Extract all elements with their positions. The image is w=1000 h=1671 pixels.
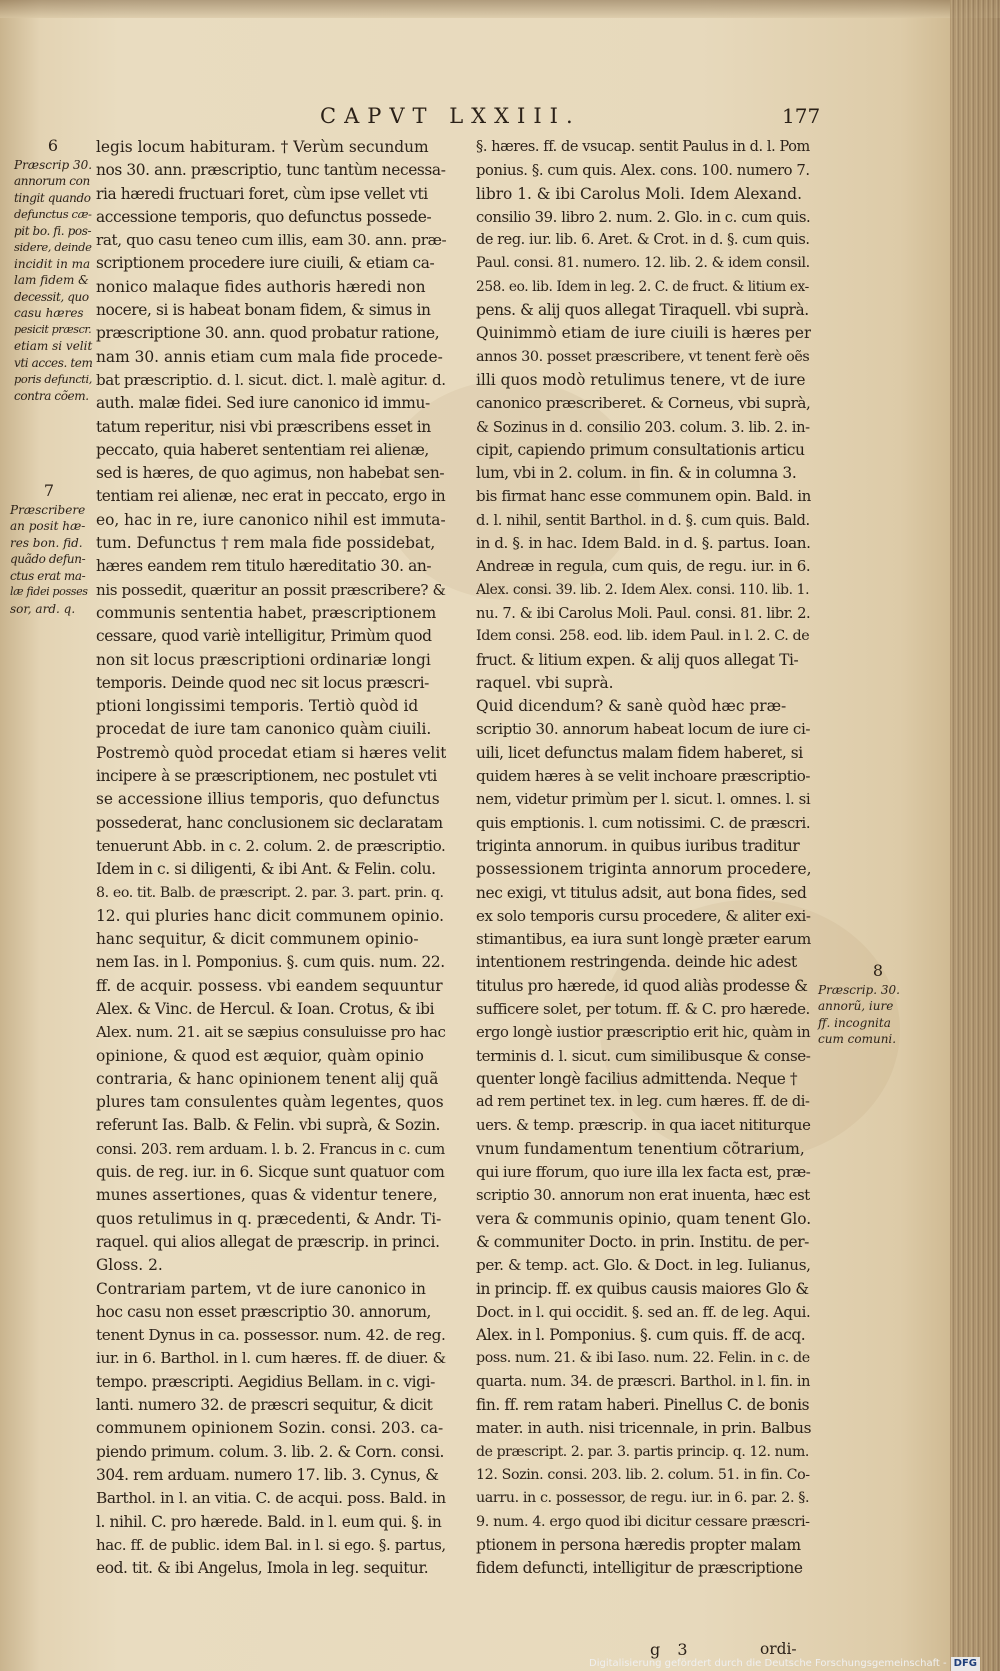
text-line: illi quos modò retulimus tenere, vt de iure	[476, 370, 806, 389]
text-line: communis sententia habet, præscriptionem	[96, 603, 437, 622]
text-line: decessit, quo	[14, 289, 89, 304]
signature-mark: g 3	[650, 1640, 694, 1659]
text-line: in d. §. in hac. Idem Bald. in d. §. partus. Ioan.	[476, 534, 811, 553]
text-line: & communiter Docto. in prin. Institu. de per-	[476, 1232, 809, 1251]
text-line: Barthol. in l. an vitia. C. de acqui. poss. Bald. in	[96, 1489, 446, 1508]
text-line: læ fidei posses	[10, 585, 88, 598]
text-line: Idem in c. si diligenti, & ibi Ant. & Felin. colu.	[96, 860, 436, 879]
text-line: ff. de acquir. possess. vbi eandem sequuntur	[96, 976, 443, 995]
text-line: scriptio 30. annorum habeat locum de iure ci-	[476, 720, 811, 739]
text-line: Andreæ in regula, cum quis, de regu. iur. in 6.	[476, 557, 811, 576]
text-line: incidit in ma	[14, 256, 91, 271]
text-line: consi. 203. rem arduam. l. b. 2. Francus in c. cum	[96, 1140, 445, 1158]
text-line: ff. incognita	[818, 1015, 891, 1030]
text-line: Præscrip 30.	[14, 157, 93, 172]
text-line: tenent Dynus in ca. possessor. num. 42. de reg.	[96, 1326, 446, 1345]
text-line: scriptio 30. annorum non erat inuenta, hæc est	[476, 1187, 810, 1205]
text-line: libro 1. & ibi Carolus Moli. Idem Alexand.	[476, 184, 803, 203]
text-line: terminis d. l. sicut. cum similibusque & conse-	[476, 1046, 811, 1065]
text-line: tum. Defunctus † rem mala fide possidebat,	[96, 534, 436, 553]
text-line: titulus pro hærede, id quod aliàs prodesse &	[476, 976, 808, 995]
text-line: possessionem triginta annorum procedere,	[476, 860, 811, 879]
text-line: Quid dicendum? & sanè quòd hæc præ-	[476, 697, 787, 716]
text-line: sidere, deinde	[14, 240, 92, 254]
text-line: Alex. consi. 39. lib. 2. Idem Alex. consi. 110. lib. 1.	[476, 581, 810, 598]
text-line: Doct. in l. qui occidit. §. sed an. ff. de leg. Aqui.	[476, 1303, 811, 1321]
text-line: Quinimmò etiam de iure ciuili is hæres per	[476, 324, 811, 343]
text-line: nec exigi, vt titulus adsit, aut bona fides, sed	[476, 883, 807, 902]
text-line: contraria, & hanc opinionem tenent alij quã	[96, 1069, 439, 1088]
text-line: pens. & alij quos allegat Tiraquell. vbi suprà.	[476, 301, 809, 320]
text-line: plures tam consulentes quàm legentes, quos	[96, 1093, 444, 1112]
text-line: nu. 7. & ibi Carolus Moli. Paul. consi. 81. libr. 2.	[476, 604, 811, 622]
text-line: bis firmat hanc esse communem opin. Bald. in	[476, 487, 811, 506]
text-line: quenter longè facilius admittenda. Neque †	[476, 1069, 798, 1088]
right-text-column	[476, 136, 811, 1580]
text-line: Idem consi. 258. eod. lib. idem Paul. in l. 2. C. de	[476, 628, 810, 645]
text-line: annorũ, iure	[818, 999, 894, 1013]
text-line: auth. malæ fidei. Sed iure canonico id immu-	[96, 394, 430, 413]
text-line: præscriptione 30. ann. quod probatur ratione,	[96, 324, 440, 343]
text-line: d. l. nihil, sentit Barthol. in d. §. cum quis. Bald.	[476, 511, 810, 529]
text-line: Contrariam partem, vt de iure canonico in	[96, 1279, 426, 1298]
text-line: eo, hac in re, iure canonico nihil est immuta-	[96, 510, 446, 529]
text-line: lum, vbi in 2. colum. in fin. & in columna 3.	[476, 464, 797, 483]
text-line: ctus erat ma-	[10, 568, 86, 583]
text-line: ria hæredi fructuari foret, cùm ipse vellet vti	[96, 184, 428, 203]
text-line: 12. qui pluries hanc dicit communem opinio.	[96, 906, 444, 925]
text-line: & Sozinus in d. consilio 203. colum. 3. lib. 2. in-	[476, 418, 810, 436]
text-line: annorum con	[14, 174, 90, 188]
text-line: ptioni longissimi temporis. Tertiò quòd id	[96, 697, 419, 716]
text-line: uarru. in c. possessor, de regu. iur. in 6. par. 2. §.	[476, 1490, 810, 1507]
text-line: 12. Sozin. consi. 203. lib. 2. colum. 51. in fin. Co-	[476, 1466, 810, 1483]
text-line: res bon. fid.	[10, 535, 83, 550]
text-line: §. hæres. ff. de vsucap. sentit Paulus in d. l. Pom	[476, 139, 810, 155]
text-line: de reg. iur. lib. 6. Aret. & Crot. in d. §. cum quis.	[476, 232, 810, 249]
text-line: quos retulimus in q. præcedenti, & Andr. Ti-	[96, 1209, 442, 1228]
margin-note-number: 6	[47, 136, 59, 155]
text-line: l. nihil. C. pro hærede. Bald. in l. eum qui. §. in	[96, 1512, 442, 1531]
text-line: incipere à se præscriptionem, nec postulet vti	[96, 767, 437, 786]
margin-note-number: 8	[872, 961, 884, 980]
text-line: tentiam rei alienæ, nec erat in peccato, ergo in	[96, 487, 446, 506]
text-line: tatum reperitur, nisi vbi præscribens esset in	[96, 417, 431, 436]
text-line: 258. eo. lib. Idem in leg. 2. C. de fruct. & litium ex-	[476, 278, 809, 295]
margin-note-number: 7	[43, 481, 55, 500]
text-line: 9. num. 4. ergo quod ibi dicitur cessare præscri-	[476, 1513, 810, 1530]
margin-note-7	[10, 483, 88, 617]
text-line: opinione, & quod est æquior, quàm opinio	[96, 1046, 424, 1065]
text-line: in princip. ff. ex quibus causis maiores Glo &	[476, 1279, 809, 1298]
text-line: etiam si velit	[14, 339, 93, 353]
text-line: hoc casu non esset præscriptio 30. annorum,	[96, 1302, 432, 1321]
text-line: scriptionem procedere iure ciuili, & etiam ca-	[96, 254, 435, 273]
text-line: vera & communis opinio, quam tenent Glo.	[476, 1209, 811, 1228]
text-line: Gloss. 2.	[96, 1256, 163, 1275]
text-line: nam 30. annis etiam cum mala fide procede-	[96, 347, 443, 366]
text-line: 304. rem arduam. numero 17. lib. 3. Cynus, &	[96, 1465, 439, 1484]
catchword: ordi-	[760, 1640, 797, 1658]
text-line: hæres eandem rem titulo hæreditatio 30. an-	[96, 557, 432, 576]
text-line: qui iure fforum, quo iure illa lex facta est, præ-	[476, 1164, 811, 1182]
text-line: Præscrip. 30.	[818, 982, 900, 997]
text-line: hanc sequitur, & dicit communem opinio-	[96, 930, 419, 949]
text-line: se accessione illius temporis, quo defunctus	[96, 790, 440, 809]
text-line: lam fidem &	[14, 273, 89, 287]
text-line: ex solo temporis cursu procedere, & aliter exi-	[476, 906, 811, 925]
page-number: 177	[782, 104, 821, 128]
footer-credit-text: Digitalisierung gefördert durch die Deutsche Forschungsgemeinschaft -	[589, 1658, 947, 1669]
text-line: Alex. in l. Pomponius. §. cum quis. ff. de acq.	[476, 1326, 806, 1345]
text-line: peccato, quia haberet sententiam rei alienæ,	[96, 440, 429, 459]
text-line: ptionem in persona hæredis propter malam	[476, 1535, 801, 1554]
text-line: sed is hæres, de quo agimus, non habebat sen-	[96, 464, 445, 483]
running-head: CAPVT LXXIII.	[320, 104, 581, 128]
text-line: tingit quando	[14, 190, 91, 205]
text-line: 8. eo. tit. Balb. de præscript. 2. par. 3. part. prin. q.	[96, 884, 444, 901]
text-line: fin. ff. rem ratam haberi. Pinellus C. de bonis	[476, 1396, 810, 1415]
left-text-column	[96, 136, 446, 1580]
text-line: cum comuni.	[818, 1032, 897, 1046]
text-line: tempo. præscripti. Aegidius Bellam. in c. vigi-	[96, 1372, 435, 1391]
text-line: legis locum habituram. † Verùm secundum	[96, 138, 429, 156]
text-line: Præscribere	[10, 502, 86, 517]
text-line: piendo primum. colum. 3. lib. 2. & Corn. consi.	[96, 1442, 444, 1461]
digitization-footer	[0, 1657, 1000, 1671]
text-line: stimantibus, ea iura sunt longè præter earum	[476, 930, 811, 949]
text-line: vti acces. tem	[14, 355, 93, 370]
text-line: nos 30. ann. præscriptio, tunc tantùm necessa-	[96, 161, 446, 180]
text-line: cessare, quod variè intelligitur, Primùm quod	[96, 627, 432, 646]
text-line: Alex. num. 21. ait se sæpius consuluisse pro hac	[96, 1023, 446, 1042]
text-line: uers. & temp. præscrip. in qua iacet nititurque	[476, 1117, 811, 1135]
text-line: Paul. consi. 81. numero. 12. lib. 2. & idem consil.	[476, 255, 810, 272]
text-line: vnum fundamentum tenentium cõtrarium,	[476, 1139, 805, 1158]
text-line: ponius. §. cum quis. Alex. cons. 100. numero 7.	[476, 162, 810, 180]
text-line: quãdo defun-	[10, 552, 86, 566]
text-line: tenuerunt Abb. in c. 2. colum. 2. de præscriptio.	[96, 836, 446, 855]
text-line: Postremò quòd procedat etiam si hæres velit	[96, 743, 446, 762]
text-line: uili, licet defunctus malam fidem haberet, si	[476, 743, 803, 762]
text-line: raquel. vbi suprà.	[476, 673, 614, 692]
text-line: consilio 39. libro 2. num. 2. Glo. in c. cum quis.	[476, 208, 811, 226]
dfg-logo: DFG	[951, 1657, 980, 1671]
text-line: annos 30. posset præscribere, vt tenent ferè oẽs	[476, 348, 810, 365]
text-line: eod. tit. & ibi Angelus, Imola in leg. sequitur.	[96, 1559, 429, 1578]
text-line: mater. in auth. nisi tricennale, in prin. Balbus	[476, 1419, 811, 1438]
text-line: quis emptionis. l. cum notissimi. C. de præscri.	[476, 814, 811, 832]
text-line: cipit, capiendo primum consultationis articu	[476, 440, 805, 459]
text-line: triginta annorum. in quibus iuribus traditur	[476, 836, 800, 855]
text-line: non sit locus præscriptioni ordinariæ longi	[96, 650, 431, 669]
text-line: nem, videtur primùm per l. sicut. l. omnes. l. si	[476, 790, 811, 809]
text-line: communem opinionem Sozin. consi. 203. ca-	[96, 1419, 444, 1438]
text-line: possederat, hanc conclusionem sic declaratam	[96, 813, 443, 832]
text-line: an posit hæ-	[10, 519, 86, 533]
text-line: contra cõem.	[14, 388, 89, 403]
text-line: bat præscriptio. d. l. sicut. dict. l. malè agitur. d.	[96, 370, 446, 389]
text-line: fidem defuncti, intelligitur de præscriptione	[476, 1559, 803, 1578]
text-line: sor, ard. q.	[10, 601, 76, 616]
text-line: Alex. & Vinc. de Hercul. & Ioan. Crotus, & ibi	[96, 999, 435, 1018]
text-line: nem Ias. in l. Pomponius. §. cum quis. num. 22.	[96, 953, 445, 972]
text-line: nonico malaque fides authoris hæredi non	[96, 277, 426, 296]
text-line: per. & temp. act. Glo. & Doct. in leg. Iulianus,	[476, 1256, 811, 1275]
text-line: pit bo. fi. pos-	[14, 223, 92, 238]
text-line: ergo longè iustior præscriptio erit hic, quàm in	[476, 1024, 811, 1042]
page-top-edge	[0, 0, 1000, 18]
text-line: procedat de iure tam canonico quàm ciuili.	[96, 720, 432, 739]
margin-note-8	[818, 963, 938, 1048]
text-line: iur. in 6. Barthol. in l. cum hæres. ff. de diuer. &	[96, 1349, 446, 1368]
text-line: quis. de reg. iur. in 6. Sicque sunt quatuor com	[96, 1163, 445, 1182]
text-line: nis possedit, quæritur an possit præscribere? &	[96, 580, 446, 599]
text-line: accessione temporis, quo defunctus possede-	[96, 207, 432, 226]
text-line: munes assertiones, quas & videntur tenere,	[96, 1186, 438, 1205]
text-line: casu hæres	[14, 306, 84, 320]
text-line: poss. num. 21. & ibi Iaso. num. 22. Felin. in c. de	[476, 1350, 810, 1367]
text-line: pesicit præscr.	[14, 322, 92, 336]
text-line: referunt Ias. Balb. & Felin. vbi suprà, & Sozin.	[96, 1116, 440, 1135]
text-line: de præscript. 2. par. 3. partis princip. q. 12. num.	[476, 1443, 809, 1460]
text-line: rat, quo casu teneo cum illis, eam 30. ann. præ-	[96, 231, 446, 250]
text-line: fruct. & litium expen. & alij quos allegat Ti-	[476, 650, 799, 669]
text-line: raquel. qui alios allegat de præscrip. in princi.	[96, 1232, 440, 1251]
page-fore-edge	[950, 0, 1000, 1671]
text-line: canonico præscriberet. & Corneus, vbi suprà,	[476, 394, 811, 413]
text-line: quarta. num. 34. de præscri. Barthol. in l. fin. in	[476, 1373, 811, 1390]
text-line: ad rem pertinet tex. in leg. cum hæres. ff. de di-	[476, 1094, 810, 1111]
text-line: poris defuncti,	[14, 372, 92, 386]
footer-credit	[589, 1657, 980, 1671]
text-line: lanti. numero 32. de præscri sequitur, & dicit	[96, 1396, 433, 1415]
margin-note-6	[14, 138, 92, 404]
text-line: nocere, si is habeat bonam fidem, & simus in	[96, 301, 431, 320]
text-line: hac. ff. de public. idem Bal. in l. si ego. §. partus,	[96, 1535, 446, 1554]
text-line: temporis. Deinde quod nec sit locus præscri-	[96, 673, 429, 692]
text-line: sufficere solet, per totum. ff. & C. pro hærede.	[476, 999, 810, 1018]
text-line: quidem hæres à se velit inchoare præscriptio-	[476, 767, 811, 786]
text-line: defunctus cæ-	[14, 207, 92, 221]
text-line: intentionem restringenda. deinde hic adest	[476, 953, 797, 972]
